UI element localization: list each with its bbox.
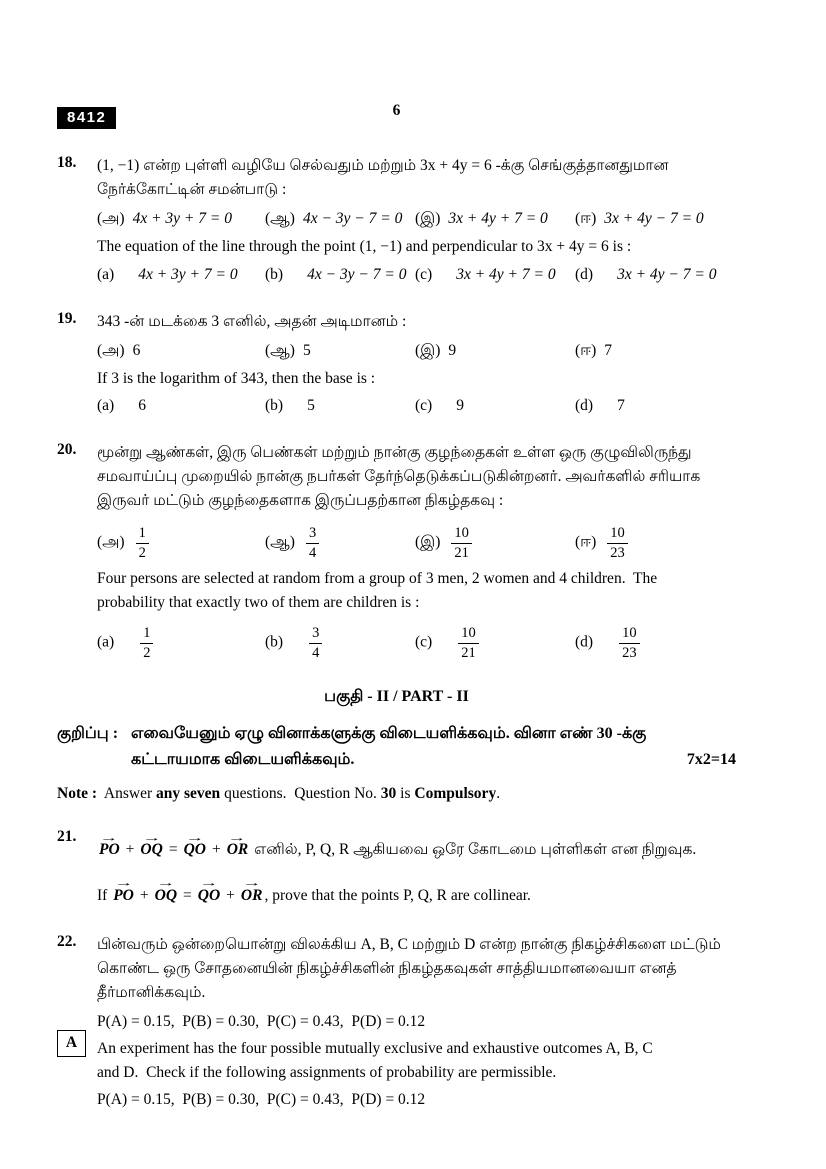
note-text: Answer [97, 784, 157, 802]
fraction [140, 625, 153, 660]
option-value: 9 [448, 341, 457, 359]
option-label: (c) [415, 633, 433, 651]
fraction-numerator: 10 [458, 625, 479, 643]
q22-probability-values-tamil: P(A) = 0.15, P(B) = 0.30, P(C) = 0.43, P(D) = 0.12 [97, 1012, 426, 1030]
fraction-numerator: 10 [619, 625, 640, 643]
question-18-number: 18. [57, 154, 77, 171]
vector-label: PO [99, 841, 120, 859]
option-label: (ஆ) [265, 341, 295, 359]
question-21-number: 21. [57, 828, 77, 846]
answer-option [575, 266, 736, 284]
plus-operator: + [226, 887, 235, 905]
plus-operator: + [139, 887, 149, 905]
fraction [607, 525, 628, 560]
q18-english-text: The equation of the line through the point (1, −1) and perpendicular to 3x + 4y = 6 is : [97, 238, 632, 256]
option-label: (ஆ) [265, 210, 295, 228]
question-19 [57, 310, 736, 418]
question-20-number: 20. [57, 441, 77, 459]
fraction-denominator: 4 [308, 544, 317, 561]
option-label: (b) [265, 397, 284, 415]
equals-operator: = [183, 887, 192, 905]
note-bold-text: any seven [156, 784, 221, 802]
option-value: 5 [307, 397, 315, 415]
q22-english-line1: An experiment has the four possible mutually exclusive and exhaustive outcomes A, B, C [97, 1039, 653, 1057]
answer-option [97, 625, 265, 660]
part-2-note-english [57, 783, 736, 805]
option-value: 6 [138, 397, 146, 415]
q20-options-english [97, 625, 736, 660]
vector-po [99, 838, 120, 863]
option-value: 4x + 3y + 7 = 0 [132, 210, 232, 228]
option-value: 4x − 3y − 7 = 0 [307, 265, 407, 283]
option-value: 3x + 4y + 7 = 0 [456, 265, 556, 283]
answer-option [265, 397, 415, 415]
answer-option [265, 342, 415, 361]
vector-label: OQ [154, 887, 178, 905]
fraction-numerator: 10 [607, 525, 628, 543]
question-22 [57, 933, 736, 1109]
section-marker: A [57, 1030, 86, 1057]
page-header [57, 102, 736, 130]
q19-english-text: If 3 is the logarithm of 343, then the base is : [97, 369, 376, 387]
answer-option [265, 266, 415, 284]
vector-label: QO [197, 887, 221, 905]
vector-po [113, 884, 134, 909]
vector-equation [111, 887, 264, 904]
answer-option [265, 210, 415, 229]
question-20 [57, 441, 736, 664]
option-value: 3x + 4y − 7 = 0 [604, 210, 704, 228]
q21-english-rest: , prove that the points P, Q, R are collinear. [264, 887, 531, 905]
q20-options-tamil [97, 525, 736, 560]
vector-qo [184, 838, 206, 863]
question-18 [57, 154, 736, 286]
part-2-note-tamil [57, 721, 736, 774]
q20-english-line2: probability that exactly two of them are children is : [97, 593, 420, 611]
answer-option [97, 210, 265, 229]
answer-option [97, 266, 265, 284]
option-label: (ஈ) [575, 210, 597, 228]
option-value: 3x + 4y + 7 = 0 [448, 210, 548, 228]
plus-operator: + [125, 841, 135, 859]
fraction [619, 625, 640, 660]
q21-english-text [97, 870, 736, 909]
question-21 [57, 828, 736, 909]
fraction [458, 625, 479, 660]
option-value: 4x + 3y + 7 = 0 [138, 265, 238, 283]
q21-english-prefix: If [97, 887, 112, 905]
plus-operator: + [211, 841, 221, 859]
q18-tamil-text: (1, −1) என்ற புள்ளி வழியே செல்வதும் மற்றும் 3x + 4y = 6 -க்கு செங்குத்தானதுமான நேர்க்கோட்டின் சமன்பாடு : [97, 157, 669, 199]
option-value: 9 [456, 397, 464, 415]
option-label: (இ) [415, 533, 441, 551]
answer-option [415, 342, 575, 361]
option-label: (ஆ) [265, 533, 295, 551]
vector-qo [198, 884, 220, 909]
vector-label: PO [113, 887, 134, 905]
q19-tamil-text: 343 -ன் மடக்கை 3 எனில், அதன் அடிமானம் : [97, 312, 407, 330]
vector-label: OR [240, 887, 263, 905]
q19-options-tamil [97, 342, 736, 361]
option-label: (அ) [97, 341, 125, 359]
vector-equation [97, 841, 250, 858]
option-label: (d) [575, 633, 594, 651]
q22-tamil-text: பின்வரும் ஒன்றையொன்று விலக்கிய A, B, C மற்றும் D என்ற நான்கு நிகழ்ச்சிகளை மட்டும் கொண்ட ஒரு சோதனையின் நிகழ்ச்சிகளின் நிகழ்தகவுகள் சாத்தியமானவையா எனத் தீர்மானிக்கவும். [97, 935, 721, 1001]
option-value: 7 [617, 397, 625, 415]
answer-option [265, 525, 415, 560]
option-label: (d) [575, 397, 594, 415]
note-text: is [396, 784, 415, 802]
answer-option [97, 525, 265, 560]
option-label: (ஈ) [575, 341, 597, 359]
answer-option [415, 625, 575, 660]
answer-option [575, 525, 736, 560]
option-label: (a) [97, 265, 115, 283]
option-value: 6 [132, 341, 141, 359]
fraction-denominator: 2 [143, 644, 151, 661]
vector-or [241, 884, 263, 909]
answer-option [97, 397, 265, 415]
fraction-denominator: 21 [461, 644, 476, 661]
answer-option [415, 266, 575, 284]
answer-option [575, 625, 736, 660]
q22-probability-values-english: P(A) = 0.15, P(B) = 0.30, P(C) = 0.43, P(D) = 0.12 [97, 1091, 426, 1109]
option-label: (d) [575, 265, 594, 283]
q19-options-english [97, 397, 736, 415]
q21-tamil-rest: எனில், P, Q, R ஆகியவை ஒரே கோடமை புள்ளிகள் என நிறுவுக. [250, 841, 697, 859]
option-label: (b) [265, 633, 284, 651]
fraction-numerator: 1 [136, 525, 149, 543]
fraction-denominator: 21 [454, 544, 469, 561]
question-22-number: 22. [57, 932, 77, 950]
option-value: 3x + 4y − 7 = 0 [617, 265, 717, 283]
marks-scheme: 7x2=14 [686, 751, 736, 769]
answer-option [415, 525, 575, 560]
answer-option [415, 397, 575, 415]
option-label: (a) [97, 397, 115, 415]
option-label: (அ) [97, 210, 125, 228]
vector-oq [140, 838, 162, 863]
option-label: (இ) [415, 210, 441, 228]
q18-options-english [97, 266, 736, 284]
fraction [136, 525, 149, 560]
fraction-numerator: 10 [451, 525, 472, 543]
option-label: (இ) [415, 341, 441, 359]
vector-label: OR [226, 841, 249, 859]
fraction-numerator: 3 [306, 525, 319, 543]
answer-option [265, 625, 415, 660]
option-label: (c) [415, 397, 433, 415]
option-label: (அ) [97, 533, 125, 551]
option-value: 7 [604, 341, 613, 359]
vector-label: OQ [140, 841, 163, 859]
answer-option [575, 342, 736, 361]
fraction-numerator: 3 [309, 625, 322, 643]
fraction [309, 625, 322, 660]
answer-option [97, 342, 265, 361]
answer-option [415, 210, 575, 229]
note-tamil-line1: எவையேனும் ஏழு வினாக்களுக்கு விடையளிக்கவும். வினா எண் 30 -க்கு [131, 724, 647, 742]
note-text: questions. Question No. [220, 784, 381, 802]
option-label: (c) [415, 265, 433, 283]
note-bold-text: Compulsory [414, 784, 497, 802]
option-label: (ஈ) [575, 533, 597, 551]
page-number: 6 [392, 102, 401, 119]
q18-options-tamil [97, 210, 736, 229]
option-label: (a) [97, 633, 115, 651]
q20-tamil-text: மூன்று ஆண்கள், இரு பெண்கள் மற்றும் நான்கு குழந்தைகள் உள்ள ஒரு குழுவிலிருந்து சமவாய்ப்பு முறையில் நான்கு நபர்கள் தேர்ந்தெடுக்கப்படுகின்றனர். அவர்களில் சரியாக இருவர் மட்டும் குழந்தைகளாக இருப்பதற்கான நிகழ்தகவு : [97, 444, 701, 510]
answer-option [575, 397, 736, 415]
fraction-numerator: 1 [140, 625, 153, 643]
option-value: 4x − 3y − 7 = 0 [302, 210, 403, 228]
q20-english-line1: Four persons are selected at random from a group of 3 men, 2 women and 4 children. The [97, 569, 658, 587]
q21-tamil-text [97, 828, 736, 863]
fraction [306, 525, 319, 560]
answer-option [575, 210, 736, 229]
fraction-denominator: 4 [312, 644, 320, 661]
option-label: (b) [265, 265, 284, 283]
note-text: . [496, 784, 501, 802]
note-bold-text: 30 [380, 784, 397, 802]
note-tamil-line2: கட்டாயமாக விடையளிக்கவும். [131, 751, 355, 769]
q22-english-line2: and D. Check if the following assignments of probability are permissible. [97, 1063, 557, 1081]
fraction-denominator: 2 [138, 544, 146, 561]
note-label-tamil: குறிப்பு : [57, 724, 119, 742]
equals-operator: = [168, 841, 178, 859]
fraction-denominator: 23 [622, 644, 637, 661]
fraction [451, 525, 472, 560]
fraction-denominator: 23 [610, 544, 625, 561]
vector-label: QO [183, 841, 206, 859]
part-2-heading: பகுதி - II / PART - II [324, 687, 469, 705]
paper-code-badge: 8412 [57, 107, 116, 129]
vector-or [227, 838, 249, 863]
question-19-number: 19. [57, 309, 77, 327]
option-value: 5 [302, 341, 311, 359]
vector-oq [155, 884, 177, 909]
note-label-english: Note : [57, 784, 98, 802]
